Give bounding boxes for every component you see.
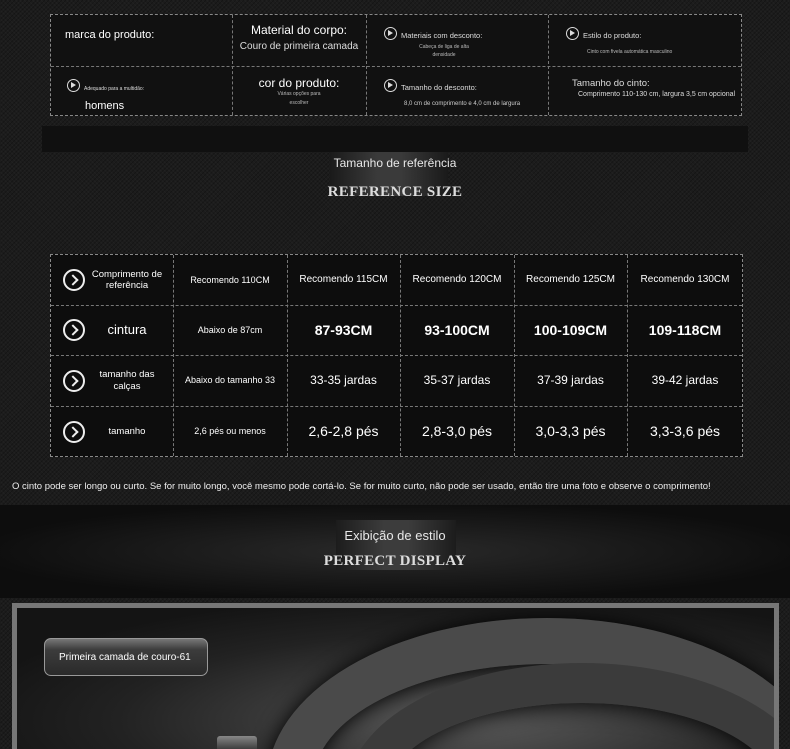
size-cell: Recomendo 125CM xyxy=(526,274,615,285)
size-row-label xyxy=(51,255,173,305)
size-cell: 3,0-3,3 pés xyxy=(535,423,606,440)
arrow-circle-icon xyxy=(63,421,85,443)
size-row-label-text: cintura xyxy=(107,322,147,338)
size-cell: 109-118CM xyxy=(648,321,722,338)
arrow-icon xyxy=(384,27,397,40)
size-cell: 35-37 jardas xyxy=(423,373,491,388)
suitable-cell: Adequado para a multidão: homens xyxy=(67,77,227,112)
arrow-circle-icon xyxy=(63,269,85,291)
style-cell: Estilo do produto: Cinto com fivela automática masculino xyxy=(566,25,741,55)
buckle-icon xyxy=(217,736,257,749)
size-cell: 100-109CM xyxy=(533,321,608,338)
discount-materials-cell: Materiais com desconto: Cabeça de liga de alta densidade xyxy=(384,25,544,59)
size-cell: 2,8-3,0 pés xyxy=(421,423,493,440)
spec-footer-band xyxy=(42,126,748,152)
size-table xyxy=(50,254,743,457)
size-cell: Recomendo 130CM xyxy=(640,274,730,285)
size-cell: 39-42 jardas xyxy=(651,373,719,388)
display-title-en: PERFECT DISPLAY xyxy=(323,553,467,569)
size-cell: 2,6 pés ou menos xyxy=(194,426,266,437)
arrow-icon xyxy=(67,79,80,92)
size-cell: 87-93CM xyxy=(314,321,373,338)
brand-label: marca do produto: xyxy=(65,29,155,41)
size-row-label xyxy=(51,355,173,406)
size-row-label xyxy=(51,406,173,457)
display-title-pt: Exibição de estilo xyxy=(344,528,446,543)
material-tag: Primeira camada de couro-61 xyxy=(44,638,208,676)
size-row-label xyxy=(51,305,173,355)
discount-size-cell: Tamanho do desconto: 8,0 cm de comprimento e 4,0 cm de largura xyxy=(384,77,544,107)
reference-size-title-pt: Tamanho de referência xyxy=(333,156,457,170)
reference-size-title-en: REFERENCE SIZE xyxy=(327,184,463,200)
belt-size-cell: Tamanho do cinto: Comprimento 110-130 cm, largura 3,5 cm opcional xyxy=(572,78,736,98)
size-cell: 93-100CM xyxy=(424,321,490,338)
size-cell: 3,3-3,6 pés xyxy=(649,423,721,440)
size-cell: Recomendo 120CM xyxy=(412,274,502,285)
size-cell: Abaixo de 87cm xyxy=(197,324,263,335)
size-row-label-text: tamanho das calças xyxy=(99,369,155,392)
size-cell: Abaixo do tamanho 33 xyxy=(184,375,276,386)
body-material-label: Material do corpo: xyxy=(250,23,348,37)
size-cell: Recomendo 115CM xyxy=(299,274,388,285)
body-material-cell xyxy=(232,23,366,52)
color-cell: cor do produto: Várias opções para escolher xyxy=(258,76,340,106)
size-cell: 37-39 jardas xyxy=(537,373,604,388)
arrow-circle-icon xyxy=(63,319,85,341)
length-note: O cinto pode ser longo ou curto. Se for muito longo, você mesmo pode cortá-lo. Se for muito curto, não pode ser usado, então tire uma foto e observe o comprimento! xyxy=(12,481,711,492)
arrow-icon xyxy=(566,27,579,40)
belt-photo xyxy=(12,603,779,749)
product-spec-grid xyxy=(50,14,742,116)
size-cell: 33-35 jardas xyxy=(310,373,377,388)
size-row-label-text: tamanho xyxy=(108,425,146,437)
size-row-label-text: Comprimento de referência xyxy=(91,268,163,291)
arrow-circle-icon xyxy=(63,370,85,392)
size-cell: Recomendo 110CM xyxy=(190,274,270,285)
size-cell: 2,6-2,8 pés xyxy=(308,423,379,440)
arrow-icon xyxy=(384,79,397,92)
body-material-value: Couro de primeira camada xyxy=(239,41,359,52)
